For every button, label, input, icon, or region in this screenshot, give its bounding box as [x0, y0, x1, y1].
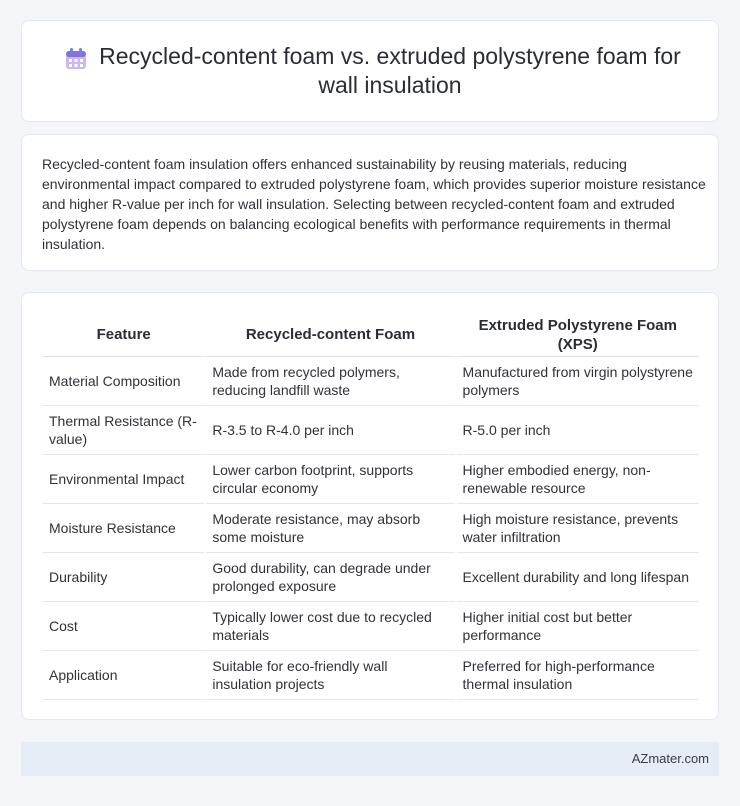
table-header-row — [43, 313, 699, 357]
recycled-cell: Typically lower cost due to recycled materials — [205, 602, 455, 651]
xps-cell: Higher embodied energy, non-renewable resource — [456, 455, 699, 504]
comparison-table-card — [21, 292, 719, 720]
footer-bar — [21, 742, 719, 776]
table-row — [43, 553, 699, 602]
table-row — [43, 455, 699, 504]
recycled-cell: Good durability, can degrade under prolonged exposure — [205, 553, 455, 602]
footer-brand[interactable]: AZmater.com — [631, 751, 709, 766]
comparison-table — [43, 313, 699, 700]
feature-cell: Moisture Resistance — [43, 504, 205, 553]
recycled-cell: R-3.5 to R-4.0 per inch — [205, 406, 455, 455]
table-row — [43, 602, 699, 651]
page-title: Recycled-content foam vs. extruded polystyrene foam for wall insulation — [99, 43, 681, 98]
xps-cell: Excellent durability and long lifespan — [456, 553, 699, 602]
table-row — [43, 357, 699, 406]
xps-cell: Preferred for high-performance thermal insulation — [456, 651, 699, 700]
header-xps-foam: Extruded Polystyrene Foam (XPS) — [456, 313, 699, 357]
summary-text: Recycled-content foam insulation offers enhanced sustainability by reusing materials, reducing environmental impact compared to extruded polystyrene foam, which provides superior moisture resistance and higher R-value per inch for wall insulation. Selecting between recycled-content foam and extruded polystyrene foam depends on balancing ecological benefits with performance requirements in thermal insulation. — [42, 156, 706, 252]
summary-card — [21, 134, 719, 271]
xps-cell: High moisture resistance, prevents water infiltration — [456, 504, 699, 553]
feature-cell: Cost — [43, 602, 205, 651]
recycled-cell: Moderate resistance, may absorb some moisture — [205, 504, 455, 553]
title-card — [21, 20, 719, 122]
recycled-cell: Suitable for eco-friendly wall insulation projects — [205, 651, 455, 700]
xps-cell: Manufactured from virgin polystyrene polymers — [456, 357, 699, 406]
table-row — [43, 406, 699, 455]
feature-cell: Durability — [43, 553, 205, 602]
feature-cell: Application — [43, 651, 205, 700]
feature-cell: Thermal Resistance (R-value) — [43, 406, 205, 455]
xps-cell: Higher initial cost but better performance — [456, 602, 699, 651]
calendar-icon — [64, 48, 88, 70]
table-row — [43, 651, 699, 700]
table-row — [43, 504, 699, 553]
feature-cell: Environmental Impact — [43, 455, 205, 504]
header-recycled-foam: Recycled-content Foam — [205, 313, 455, 357]
recycled-cell: Made from recycled polymers, reducing landfill waste — [205, 357, 455, 406]
header-feature: Feature — [43, 313, 205, 357]
xps-cell: R-5.0 per inch — [456, 406, 699, 455]
recycled-cell: Lower carbon footprint, supports circular economy — [205, 455, 455, 504]
feature-cell: Material Composition — [43, 357, 205, 406]
